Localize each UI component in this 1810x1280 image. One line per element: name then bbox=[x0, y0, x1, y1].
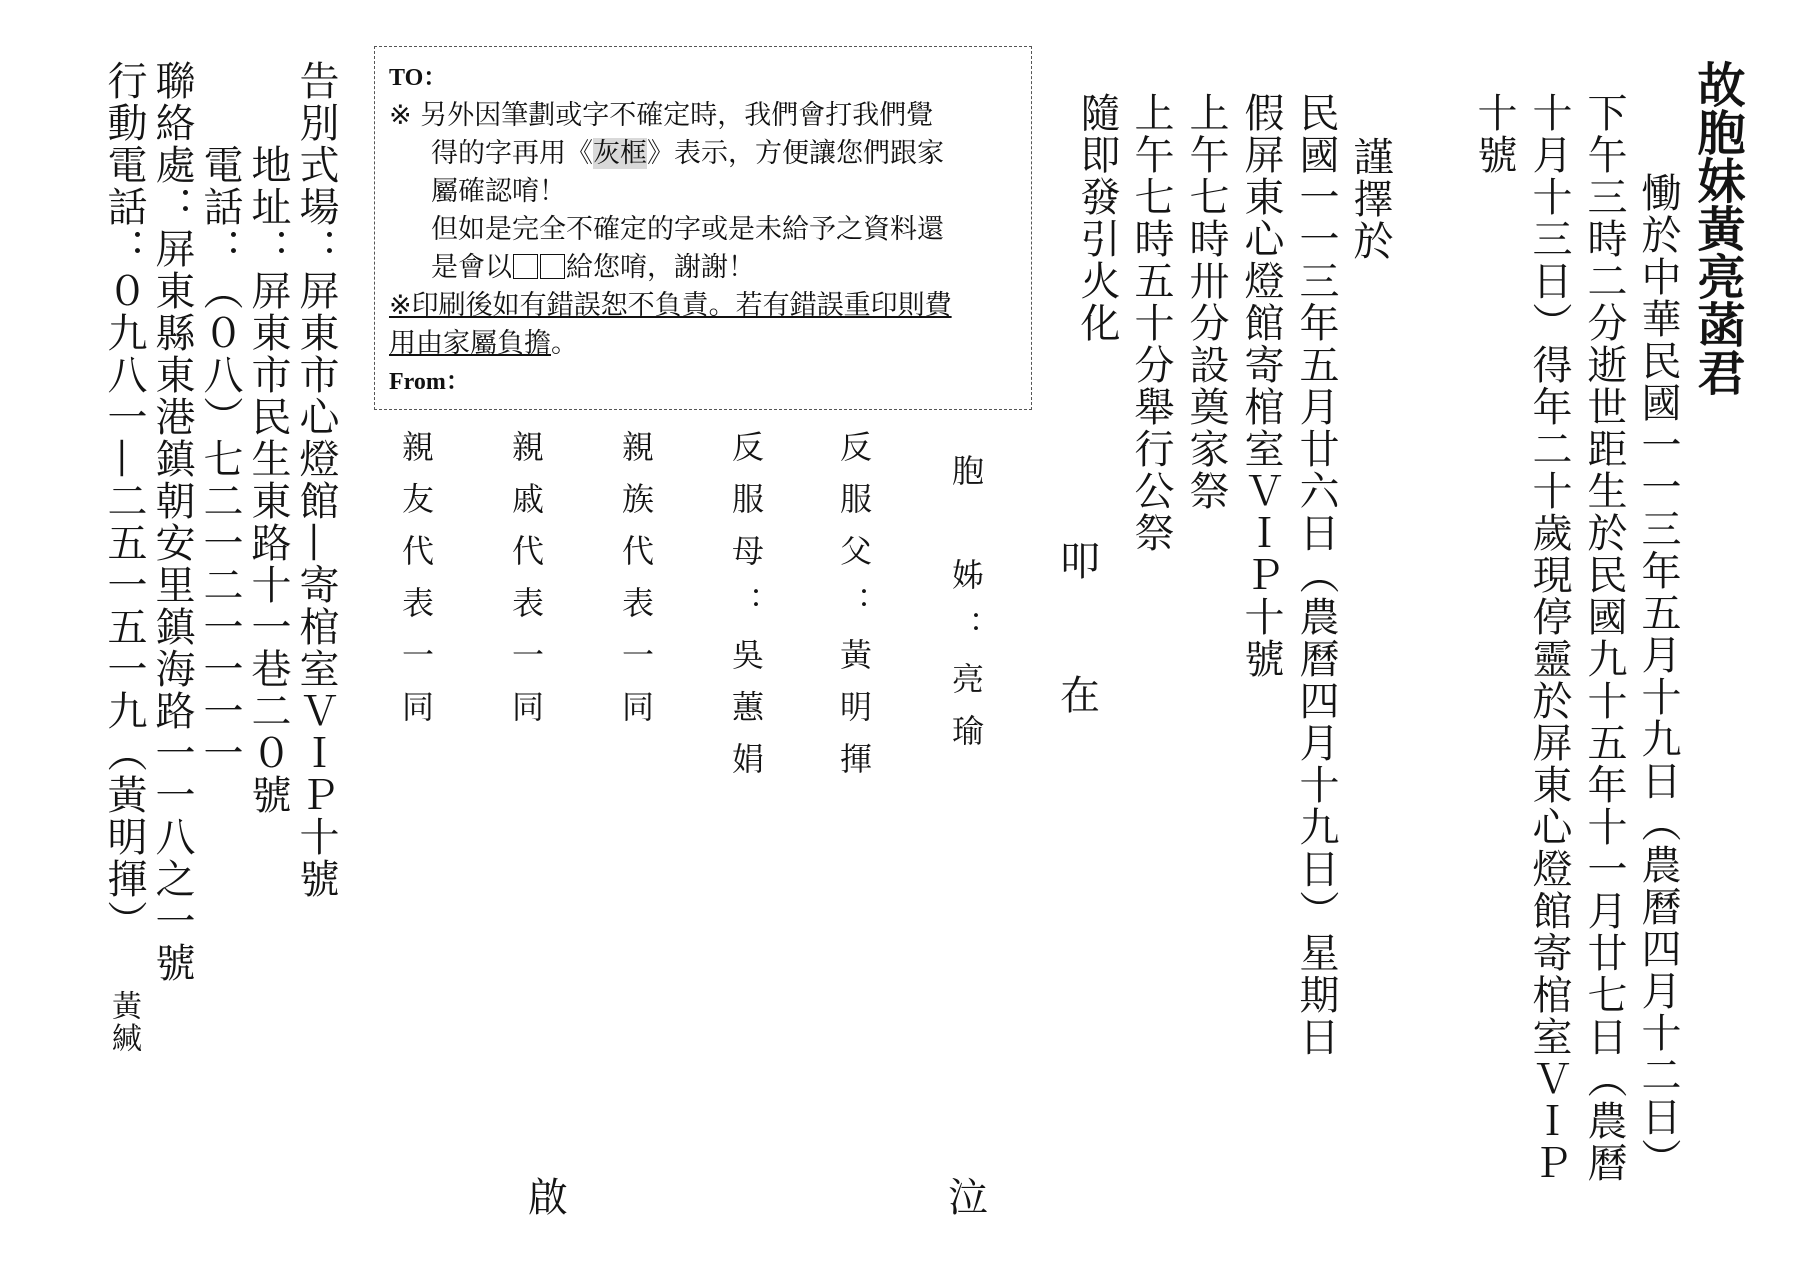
note-highlight-sample: 灰框 bbox=[593, 138, 647, 169]
contact-signer: 黃緘 bbox=[106, 990, 141, 1054]
closing-weep: 泣 bbox=[948, 1175, 988, 1221]
funeral-venue: 假屏東心燈館寄棺室ＶＩＰ十號 bbox=[1238, 92, 1284, 680]
mourner-relatives2: 親戚代表一同 bbox=[507, 430, 545, 742]
proofing-note-box bbox=[374, 46, 1032, 410]
mourner-relatives3: 親友代表一同 bbox=[397, 430, 435, 742]
death-notice-line3: 十月十三日）得年二十歲現停靈於屏東心燈館寄棺室ＶＩＰ bbox=[1526, 92, 1572, 1184]
contact-phone: 電話：（０八）七二一二一一一一 bbox=[197, 144, 243, 774]
note-to-label: TO： bbox=[389, 65, 448, 91]
funeral-public-rite: 上午七時五十分舉行公祭 bbox=[1128, 92, 1174, 554]
note-line3: 屬確認唷！ bbox=[431, 176, 566, 207]
closing-rest: 在 bbox=[1060, 673, 1100, 719]
note-line6: ※印刷後如有錯誤恕不負責。若有錯誤重印則費 bbox=[389, 290, 952, 321]
contact-mobile: 行動電話：０九八一—二五一五一九（黃明揮） bbox=[101, 60, 147, 942]
funeral-chosen: 謹擇於 bbox=[1347, 136, 1393, 262]
mourner-sister: 胞 姊：亮瑜 bbox=[947, 454, 985, 766]
note-line7: 用由家屬負擔。 bbox=[389, 328, 578, 359]
contact-place: 聯絡處：屏東縣東港鎮朝安里鎮海路一一八之一號 bbox=[149, 60, 195, 984]
note-line5: 是會以 給您唷，謝謝！ bbox=[431, 252, 755, 283]
death-notice-line1: 慟於中華民國一一三年五月十九日（農曆四月十二日） bbox=[1635, 172, 1681, 1180]
note-line2: 得的字再用《灰框》表示，方便讓您們跟家 bbox=[431, 138, 944, 169]
deceased-title: 故胞妹黃亮菡君 bbox=[1689, 60, 1745, 396]
note-line4: 但如是完全不確定的字或是未給予之資料還 bbox=[431, 214, 944, 245]
funeral-cremation: 隨即發引火化 bbox=[1074, 92, 1120, 344]
funeral-date: 民國一一三年五月廿六日（農曆四月十九日）星期日 bbox=[1293, 92, 1339, 1058]
placeholder-box-icon bbox=[540, 254, 565, 279]
note-line1: ※ 另外因筆劃或字不確定時，我們會打我們覺 bbox=[389, 100, 934, 131]
death-notice-line4: 十號 bbox=[1471, 92, 1517, 176]
closing-kneel: 叩 bbox=[1060, 539, 1100, 585]
mourner-mother: 反服母：吳蕙娟 bbox=[727, 430, 765, 794]
closing-announce: 啟 bbox=[528, 1175, 568, 1221]
contact-venue: 告別式場：屏東市心燈館—寄棺室ＶＩＰ十號 bbox=[293, 60, 339, 900]
contact-address: 地址：屏東市民生東路十一巷二０號 bbox=[245, 144, 291, 816]
mourner-relatives1: 親族代表一同 bbox=[617, 430, 655, 742]
placeholder-box-icon bbox=[513, 254, 538, 279]
mourner-father: 反服父：黃明揮 bbox=[835, 430, 873, 794]
note-from-label: From： bbox=[389, 369, 470, 395]
death-notice-line2: 下午三時二分逝世距生於民國九十五年十一月廿七日（農曆 bbox=[1581, 92, 1627, 1184]
funeral-family-rite: 上午七時卅分設奠家祭 bbox=[1183, 92, 1229, 512]
